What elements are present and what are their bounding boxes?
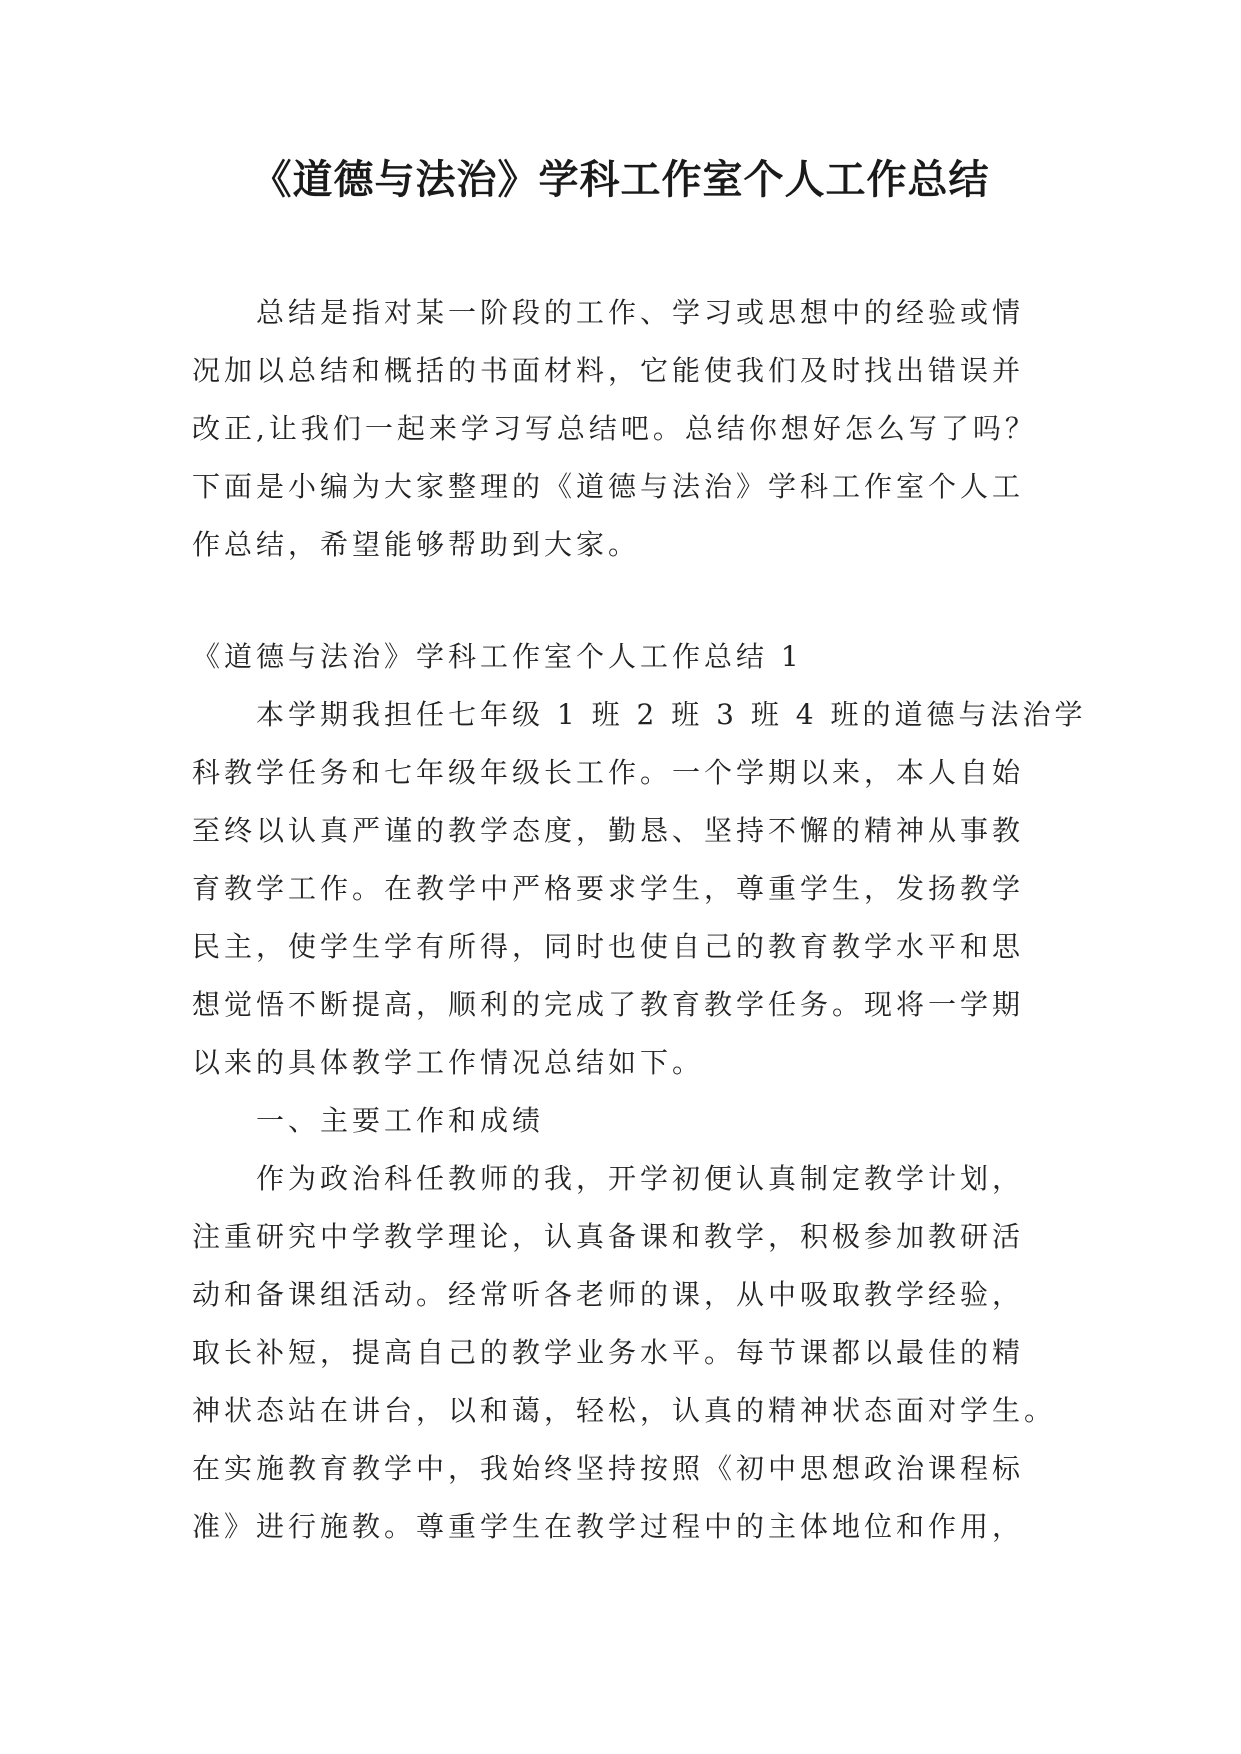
intro-line: 作总结，希望能够帮助到大家。 [192, 528, 641, 561]
paragraph-line: 注重研究中学教学理论，认真备课和教学，积极参加教研活 [192, 1220, 1025, 1253]
intro-line: 改正,让我们一起来学习写总结吧。总结你想好怎么写了吗？ [192, 412, 1037, 445]
intro-line: 下面是小编为大家整理的《道德与法治》学科工作室个人工 [192, 470, 1025, 503]
paragraph-line: 神状态站在讲台，以和蔼，轻松，认真的精神状态面对学生。 [192, 1394, 1057, 1427]
intro-line: 况加以总结和概括的书面材料，它能使我们及时找出错误并 [192, 354, 1025, 387]
paragraph-line: 在实施教育教学中，我始终坚持按照《初中思想政治课程标 [192, 1452, 1025, 1485]
paragraph-line: 作为政治科任教师的我，开学初便认真制定教学计划， [256, 1162, 1025, 1195]
paragraph-line: 科教学任务和七年级年级长工作。一个学期以来，本人自始 [192, 756, 1025, 789]
paragraph-line: 想觉悟不断提高，顺利的完成了教育教学任务。现将一学期 [192, 988, 1025, 1021]
paragraph-line: 准》进行施教。尊重学生在教学过程中的主体地位和作用， [192, 1510, 1025, 1543]
paragraph-line: 取长补短，提高自己的教学业务水平。每节课都以最佳的精 [192, 1336, 1025, 1369]
paragraph-line: 动和备课组活动。经常听各老师的课，从中吸取教学经验， [192, 1278, 1025, 1311]
subheading: 一、主要工作和成绩 [256, 1104, 545, 1137]
paragraph-line: 至终以认真严谨的教学态度，勤恳、坚持不懈的精神从事教 [192, 814, 1025, 847]
paragraph-line: 育教学工作。在教学中严格要求学生，尊重学生，发扬教学 [192, 872, 1025, 905]
document-title: 《道德与法治》学科工作室个人工作总结 [251, 156, 990, 203]
section-1 [192, 628, 1087, 1556]
paragraph-line: 本学期我担任七年级 1 班 2 班 3 班 4 班的道德与法治学 [256, 698, 1087, 731]
paragraph-line: 以来的具体教学工作情况总结如下。 [192, 1046, 705, 1079]
intro-line: 总结是指对某一阶段的工作、学习或思想中的经验或情 [256, 296, 1025, 329]
paragraph-line: 民主，使学生学有所得，同时也使自己的教育教学水平和思 [192, 930, 1025, 963]
intro-paragraph [192, 284, 1052, 574]
section-heading: 《道德与法治》学科工作室个人工作总结 1 [192, 640, 803, 673]
